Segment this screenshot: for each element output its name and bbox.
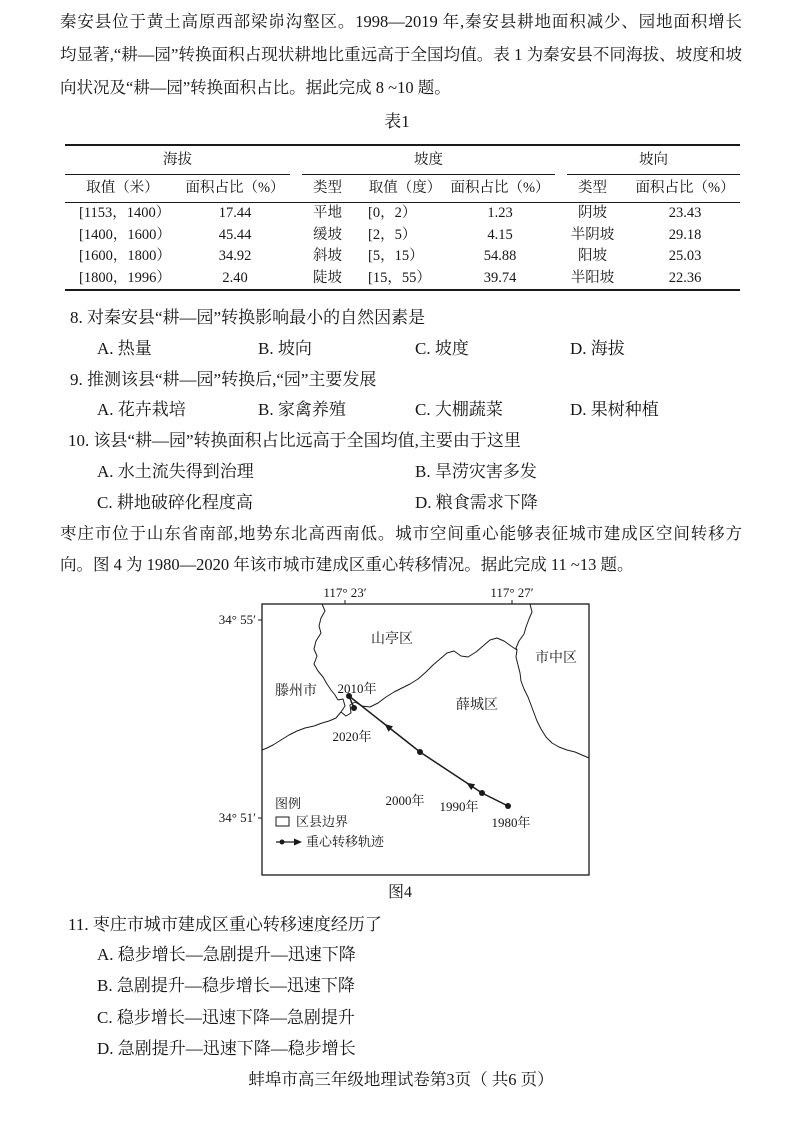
group-header-elevation xyxy=(65,146,290,175)
centroid-point-1990 xyxy=(479,790,485,796)
cell-elevation-share: 45.44 xyxy=(218,226,252,243)
header-aspect-share: 面积占比（%） xyxy=(630,175,740,203)
longitude-label-east: 117° 27′ xyxy=(490,585,534,600)
table-row xyxy=(65,268,740,290)
header-slope-type: 类型 xyxy=(290,175,365,203)
district-label-tengzhou: 滕州市 xyxy=(275,684,317,699)
legend-arrow-icon xyxy=(294,839,302,846)
question-8-stem: 8. 对秦安县“耕—园”转换影响最小的自然因素是 xyxy=(70,308,426,327)
legend-title: 图例 xyxy=(275,796,302,811)
group-header-label: 坡向 xyxy=(567,147,740,175)
header-aspect-type: 类型 xyxy=(555,175,630,203)
district-boundary xyxy=(314,604,338,700)
district-label-xuecheng: 薛城区 xyxy=(456,698,498,713)
question-9-stem: 9. 推测该县“耕—园”转换后,“园”主要发展 xyxy=(70,370,377,389)
legend-trajectory-dot xyxy=(280,840,285,845)
table-row xyxy=(65,225,740,247)
legend-boundary-label: 区县边界 xyxy=(296,814,349,829)
material-1-line-2: 均显著,“耕—园”转换面积占现状耕地比重远高于全国均值。表 1 为秦安县不同海拔、坡度和坡 xyxy=(60,45,742,64)
figure-4-map xyxy=(205,580,605,880)
cell-slope-range: [0，2） xyxy=(368,205,417,222)
question-11-option-d: D. 急剧提升—迅速下降—稳步增长 xyxy=(97,1039,356,1058)
centroid-point-2020 xyxy=(351,705,357,711)
cell-aspect-type: 半阳坡 xyxy=(570,269,615,286)
centroid-point-2000 xyxy=(417,749,423,755)
question-11-option-b: B. 急剧提升—稳步增长—迅速下降 xyxy=(97,976,355,995)
question-8-option-d: D. 海拔 xyxy=(570,339,625,358)
table-column-header-row xyxy=(65,175,740,203)
cell-slope-range: [5，15） xyxy=(368,248,424,265)
cell-elevation-range: [1600，1800） xyxy=(79,248,171,265)
cell-elevation-share: 17.44 xyxy=(218,205,252,222)
cell-elevation-share: 34.92 xyxy=(218,248,252,265)
cell-slope-share: 39.74 xyxy=(483,269,517,286)
cell-elevation-range: [1800，1996） xyxy=(79,269,171,286)
year-label-2010: 2010年 xyxy=(337,681,377,696)
centroid-point-1980 xyxy=(505,803,511,809)
cell-elevation-range: [1153，1400） xyxy=(79,205,171,222)
question-11-option-a: A. 稳步增长—急剧提升—迅速下降 xyxy=(97,945,356,964)
legend-boundary-swatch xyxy=(276,817,289,826)
cell-slope-range: [15，55） xyxy=(368,269,431,286)
figure-4-caption: 图4 xyxy=(387,884,412,901)
latitude-label-south: 34° 51′ xyxy=(218,810,256,825)
question-9-option-c: C. 大棚蔬菜 xyxy=(415,400,503,419)
cell-elevation-share: 2.40 xyxy=(222,269,248,286)
group-header-label: 海拔 xyxy=(65,147,290,175)
question-9-option-d: D. 果树种植 xyxy=(570,400,659,419)
question-10-option-c: C. 耕地破碎化程度高 xyxy=(97,493,253,512)
question-8-option-a: A. 热量 xyxy=(97,339,152,358)
header-slope-range: 取值（度） xyxy=(365,175,445,203)
cell-slope-type: 陡坡 xyxy=(313,269,342,286)
material-1-line-1: 秦安县位于黄土高原西部梁峁沟壑区。1998—2019 年,秦安县耕地面积减少、园地面积增长 xyxy=(60,12,742,31)
header-elevation-share: 面积占比（%） xyxy=(180,175,290,203)
material-2-line-1: 枣庄市位于山东省南部,地势东北高西南低。城市空间重心能够表征城市建成区空间转移方 xyxy=(60,524,742,543)
cell-slope-range: [2，5） xyxy=(368,226,417,243)
cell-aspect-type: 阴坡 xyxy=(578,205,608,222)
cell-aspect-type: 半阴坡 xyxy=(570,226,615,243)
cell-aspect-share: 23.43 xyxy=(668,205,702,222)
group-header-slope xyxy=(290,146,555,175)
header-elevation-range: 取值（米） xyxy=(65,175,180,203)
table-row xyxy=(65,203,740,225)
question-11-option-c: C. 稳步增长—迅速下降—急剧提升 xyxy=(97,1008,355,1027)
question-10-stem: 10. 该县“耕—园”转换面积占比远高于全国均值,主要由于这里 xyxy=(68,431,521,450)
district-boundary xyxy=(355,638,517,707)
longitude-label-west: 117° 23′ xyxy=(323,585,367,600)
question-10-option-b: B. 旱涝灾害多发 xyxy=(415,462,537,481)
latitude-label-north: 34° 55′ xyxy=(218,612,256,627)
cell-slope-share: 54.88 xyxy=(483,248,517,265)
cell-slope-share: 4.15 xyxy=(487,226,513,243)
cell-aspect-share: 25.03 xyxy=(668,248,702,265)
cell-aspect-share: 22.36 xyxy=(668,269,702,286)
district-label-shanting: 山亭区 xyxy=(371,632,413,647)
district-label-shizhong: 市中区 xyxy=(535,651,577,666)
district-boundary xyxy=(262,712,341,750)
question-10-option-a: A. 水土流失得到治理 xyxy=(97,462,254,481)
group-header-aspect xyxy=(555,146,740,175)
table-1-title: 表1 xyxy=(384,112,410,131)
year-label-1980: 1980年 xyxy=(491,815,531,830)
table-1 xyxy=(65,144,740,291)
cell-slope-share: 1.23 xyxy=(487,205,513,222)
cell-slope-type: 斜坡 xyxy=(313,248,342,265)
question-8-option-c: C. 坡度 xyxy=(415,339,469,358)
legend-trajectory-label: 重心转移轨迹 xyxy=(306,834,385,849)
cell-elevation-range: [1400，1600） xyxy=(79,226,171,243)
question-9-option-b: B. 家禽养殖 xyxy=(258,400,346,419)
cell-slope-type: 缓坡 xyxy=(313,226,342,243)
table-row xyxy=(65,246,740,268)
cell-aspect-share: 29.18 xyxy=(668,226,702,243)
material-1-line-3: 向状况及“耕—园”转换面积占比。据此完成 8 ~10 题。 xyxy=(60,78,451,97)
district-boundary xyxy=(516,604,589,758)
question-10-option-d: D. 粮食需求下降 xyxy=(415,493,538,512)
question-8-option-b: B. 坡向 xyxy=(258,339,312,358)
material-2-line-2: 向。图 4 为 1980—2020 年该市城市建成区重心转移情况。据此完成 11 ~13 题。 xyxy=(60,555,634,574)
question-11-stem: 11. 枣庄市城市建成区重心转移速度经历了 xyxy=(68,915,382,934)
year-label-2000: 2000年 xyxy=(385,793,425,808)
group-header-label: 坡度 xyxy=(302,147,555,175)
year-label-1990: 1990年 xyxy=(439,799,479,814)
cell-slope-type: 平地 xyxy=(313,205,342,222)
page-footer: 蚌埠市高三年级地理试卷第3页（ 共6 页） xyxy=(248,1070,554,1089)
table-group-header-row xyxy=(65,146,740,175)
year-label-2020: 2020年 xyxy=(332,729,372,744)
trajectory-arrowhead xyxy=(467,783,476,790)
header-slope-share: 面积占比（%） xyxy=(445,175,555,203)
question-9-option-a: A. 花卉栽培 xyxy=(97,400,186,419)
cell-aspect-type: 阳坡 xyxy=(578,248,608,265)
